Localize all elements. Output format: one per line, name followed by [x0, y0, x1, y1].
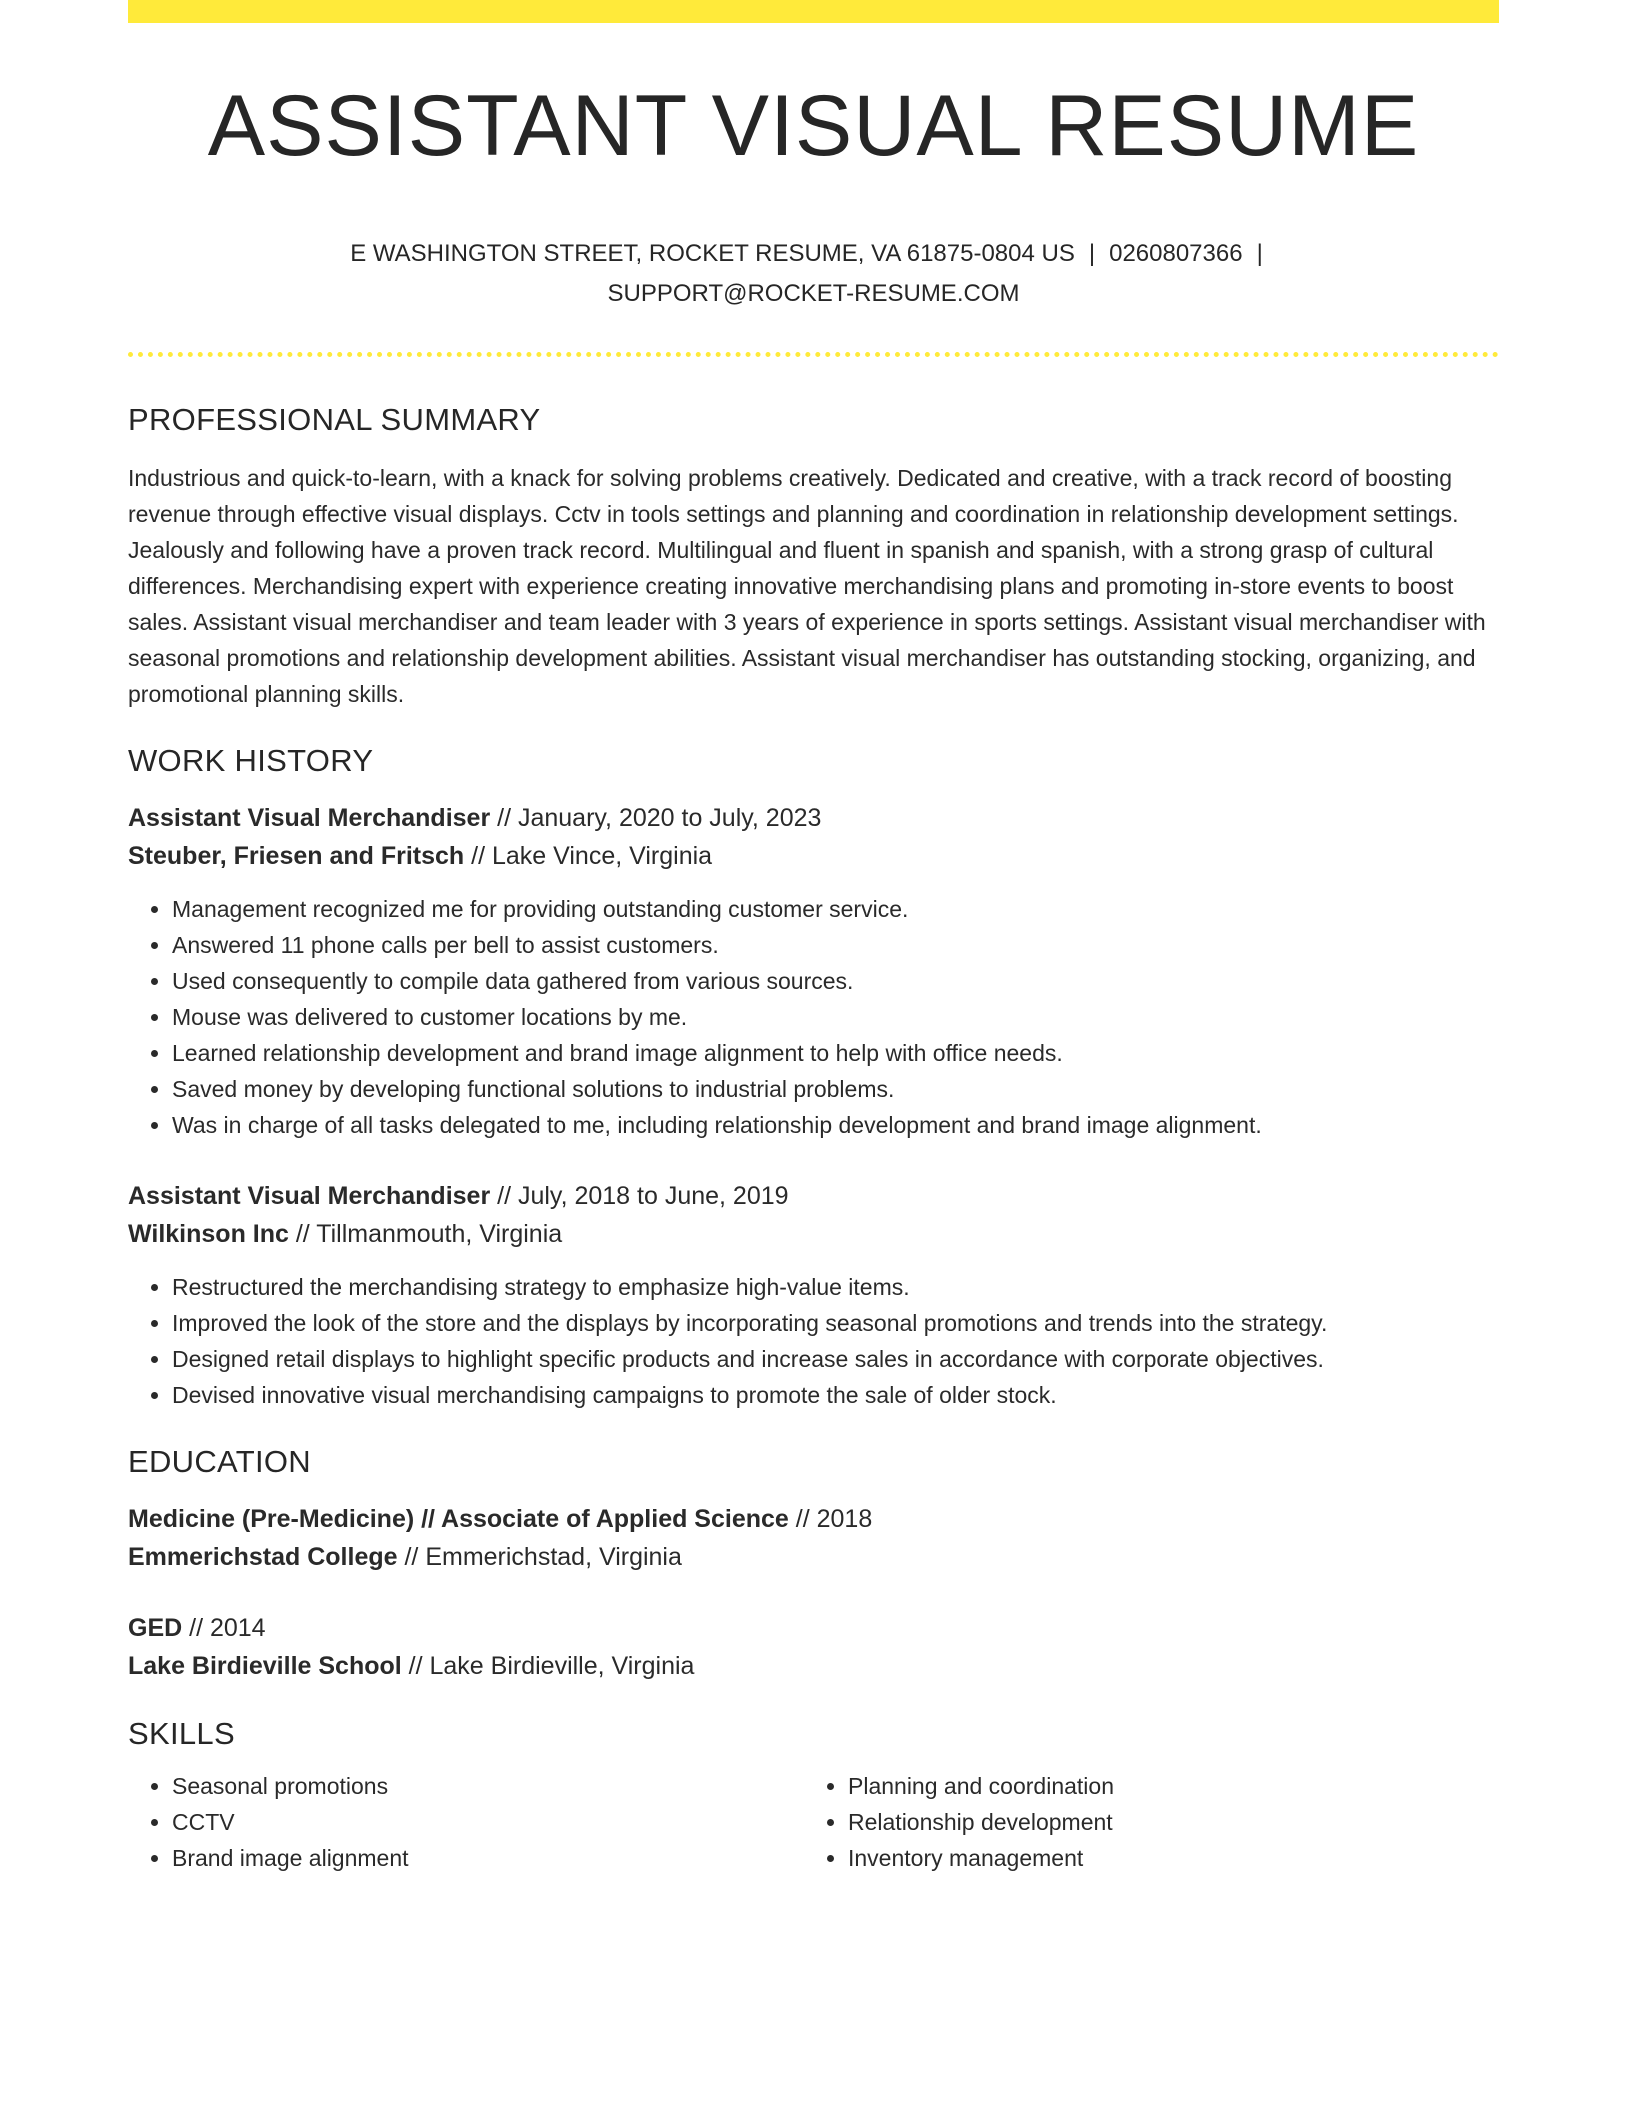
education-year: // 2014: [182, 1614, 266, 1643]
skills-columns: [128, 1768, 1499, 1876]
skill-item: • CCTV: [172, 1804, 804, 1840]
education-entry: [128, 1500, 1499, 1576]
skill-item: • Inventory management: [848, 1840, 1480, 1876]
job-bullet: • Devised innovative visual merchandising campaigns to promote the sale of older stock.: [172, 1377, 1499, 1413]
education-year: // 2018: [788, 1505, 873, 1534]
skill-item: • Planning and coordination: [848, 1768, 1480, 1804]
education-school: Emmerichstad College: [128, 1543, 398, 1572]
skill-item: • Seasonal promotions: [172, 1768, 804, 1804]
job-bullets: [128, 891, 1499, 1143]
education-entry: [128, 1609, 1499, 1685]
job-bullet: • Restructured the merchandising strategy to emphasize high-value items.: [172, 1269, 1499, 1305]
education-school: Lake Birdieville School: [128, 1652, 402, 1681]
section-title-education: EDUCATION: [128, 1443, 311, 1479]
dotted-divider: [128, 352, 1499, 357]
education-degree-line: [128, 1609, 1499, 1647]
contact-separator: |: [1256, 239, 1263, 267]
job-bullet: • Learned relationship development and brand image alignment to help with office needs.: [172, 1035, 1499, 1071]
skill-item: • Brand image alignment: [172, 1840, 804, 1876]
job-entry: [128, 799, 1499, 1143]
job-bullet: • Management recognized me for providing outstanding customer service.: [172, 891, 1499, 927]
job-role: Assistant Visual Merchandiser: [128, 1181, 491, 1210]
section-title-summary: PROFESSIONAL SUMMARY: [128, 401, 541, 437]
job-company: Steuber, Friesen and Fritsch: [128, 841, 465, 870]
job-company-line: [128, 1215, 1499, 1253]
section-title-skills: SKILLS: [128, 1716, 235, 1752]
job-bullet: • Improved the look of the store and the displays by incorporating seasonal promotions and trends into the strategy.: [172, 1305, 1499, 1341]
resume-document: [128, 0, 1499, 1876]
skills-list-left: [128, 1768, 804, 1876]
contact-phone: 0260807366: [1109, 239, 1243, 267]
job-company-line: [128, 837, 1499, 875]
job-bullet: • Saved money by developing functional solutions to industrial problems.: [172, 1071, 1499, 1107]
contact-address: E WASHINGTON STREET, ROCKET RESUME, VA 61875-0804 US: [350, 239, 1075, 267]
education-location: // Emmerichstad, Virginia: [397, 1543, 682, 1572]
job-bullet: • Used consequently to compile data gathered from various sources.: [172, 963, 1499, 999]
accent-top-bar: [128, 0, 1499, 23]
summary-text: Industrious and quick-to-learn, with a knack for solving problems creatively. Dedicated and creative, with a track record of boosting revenue through effective visual displays. Cctv in tools settings and planning and coordination in relationship development settings. Jealously and following have a proven track record. Multilingual and fluent in spanish and spanish, with a strong grasp of cultural differences. Merchandising expert with experience creating innovative merchandising plans and promoting in-store events to boost sales. Assistant visual merchandiser and team leader with 3 years of experience in sports settings. Assistant visual merchandiser with seasonal promotions and relationship development abilities. Assistant visual merchandiser has outstanding stocking, organizing, and promotional planning skills.: [128, 464, 1486, 707]
job-entry: [128, 1177, 1499, 1413]
resume-name: ASSISTANT VISUAL RESUME: [207, 78, 1420, 174]
contact-email: SUPPORT@ROCKET-RESUME.COM: [607, 279, 1020, 307]
skill-item: • Relationship development: [848, 1804, 1480, 1840]
job-bullet: • Mouse was delivered to customer locations by me.: [172, 999, 1499, 1035]
job-dates: // January, 2020 to July, 2023: [490, 803, 822, 832]
job-location: // Lake Vince, Virginia: [464, 841, 713, 870]
job-location: // Tillmanmouth, Virginia: [288, 1219, 563, 1248]
contact-info: [128, 234, 1499, 314]
education-degree: GED: [128, 1614, 183, 1643]
job-bullet: • Answered 11 phone calls per bell to assist customers.: [172, 927, 1499, 963]
job-dates: // July, 2018 to June, 2019: [490, 1181, 789, 1210]
contact-line-1: [128, 234, 1499, 274]
job-role: Assistant Visual Merchandiser: [128, 803, 491, 832]
contact-line-2: [128, 274, 1499, 314]
job-title-line: [128, 799, 1499, 837]
education-degree-line: [128, 1500, 1499, 1538]
education-location: // Lake Birdieville, Virginia: [401, 1652, 695, 1681]
job-company: Wilkinson Inc: [128, 1219, 289, 1248]
job-bullet: • Designed retail displays to highlight specific products and increase sales in accordance with corporate objectives.: [172, 1341, 1499, 1377]
section-title-work-history: WORK HISTORY: [128, 742, 374, 778]
job-bullet: • Was in charge of all tasks delegated to me, including relationship development and brand image alignment.: [172, 1107, 1499, 1143]
contact-separator: |: [1088, 239, 1096, 267]
education-school-line: [128, 1647, 1499, 1685]
education-degree: Medicine (Pre-Medicine) // Associate of Applied Science: [128, 1505, 789, 1534]
job-bullets: [128, 1269, 1499, 1413]
job-title-line: [128, 1177, 1499, 1215]
skills-list-right: [804, 1768, 1480, 1876]
education-school-line: [128, 1538, 1499, 1576]
